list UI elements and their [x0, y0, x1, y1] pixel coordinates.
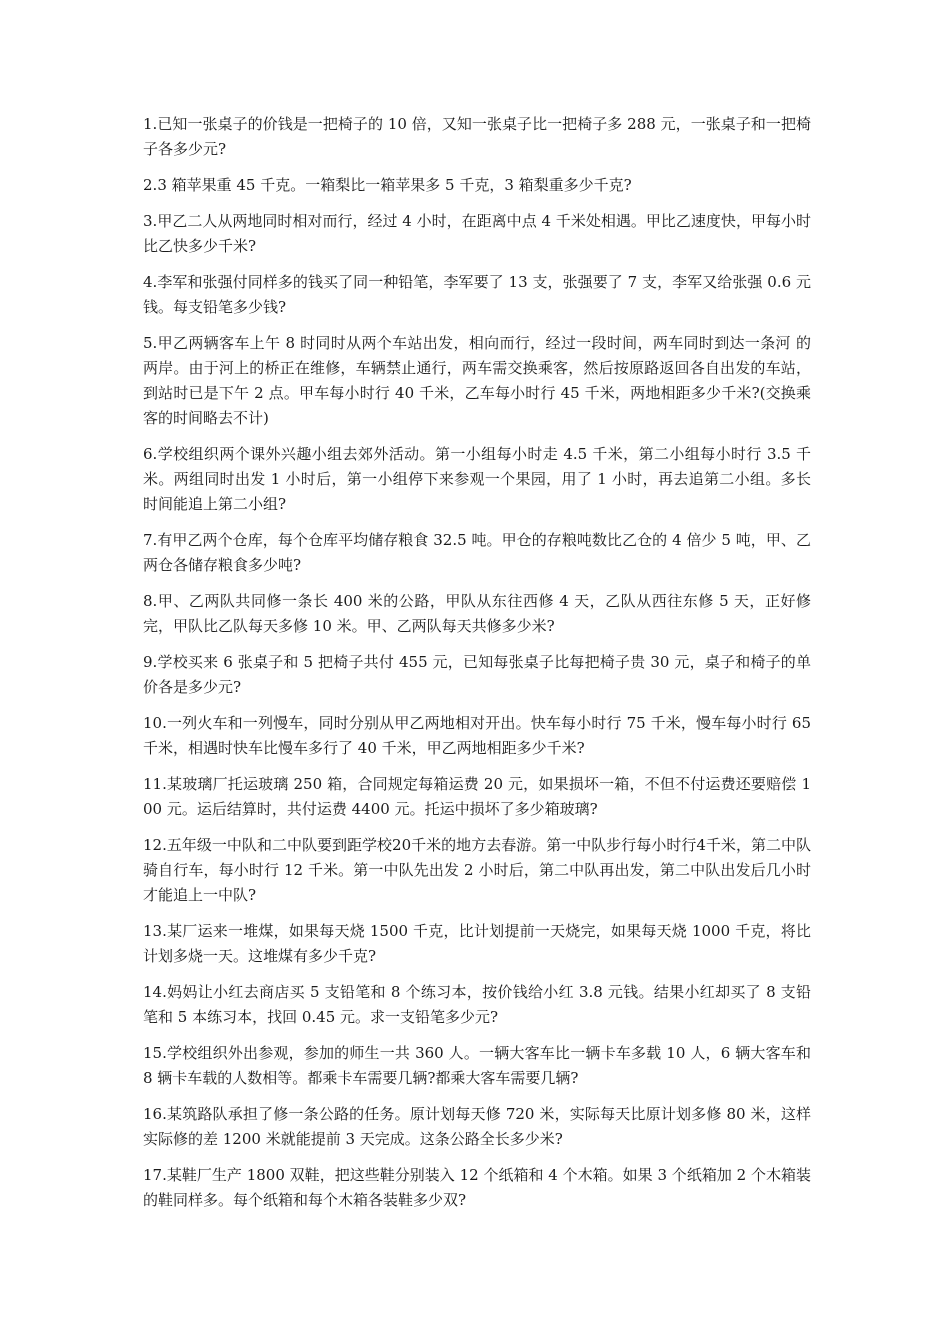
problem-4 [143, 270, 811, 320]
problem-number: 5. [143, 334, 158, 352]
problem-13 [143, 919, 811, 969]
problem-14 [143, 980, 811, 1030]
problem-12 [143, 833, 811, 908]
problem-text: 有甲乙两个仓库，每个仓库平均储存粮食 32.5 吨。甲仓的存粮吨数比乙仓的 4 倍少 5 吨，甲、乙两仓各储存粮食多少吨? [143, 531, 811, 574]
problem-number: 13. [143, 922, 167, 940]
problem-7 [143, 528, 811, 578]
problem-3 [143, 209, 811, 259]
problem-number: 4. [143, 273, 158, 291]
problem-1 [143, 112, 811, 162]
problem-text: 妈妈让小红去商店买 5 支铅笔和 8 个练习本，按价钱给小红 3.8 元钱。结果小红却买了 8 支铅笔和 5 本练习本，找回 0.45 元。求一支铅笔多少元? [143, 983, 811, 1026]
problem-text: 3 箱苹果重 45 千克。一箱梨比一箱苹果多 5 千克，3 箱梨重多少千克? [157, 176, 632, 194]
problem-number: 1. [143, 115, 158, 133]
problem-list [143, 112, 811, 1224]
problem-text: 某鞋厂生产 1800 双鞋，把这些鞋分别装入 12 个纸箱和 4 个木箱。如果 3 个纸箱加 2 个木箱装的鞋同样多。每个纸箱和每个木箱各装鞋多少双? [143, 1166, 811, 1209]
problem-number: 16. [143, 1105, 167, 1123]
problem-11 [143, 772, 811, 822]
problem-text: 已知一张桌子的价钱是一把椅子的 10 倍，又知一张桌子比一把椅子多 288 元，一张桌子和一把椅子各多少元? [143, 115, 811, 158]
problem-number: 7. [143, 531, 158, 549]
problem-number: 9. [143, 653, 158, 671]
problem-text: 某玻璃厂托运玻璃 250 箱，合同规定每箱运费 20 元，如果损坏一箱，不但不付运费还要赔偿 100 元。运后结算时，共付运费 4400 元。托运中损坏了多少箱玻璃? [143, 775, 811, 818]
problem-number: 12. [143, 836, 167, 854]
problem-16 [143, 1102, 811, 1152]
problem-number: 11. [143, 775, 167, 793]
problem-number: 3. [143, 212, 158, 230]
problem-text: 五年级一中队和二中队要到距学校20千米的地方去春游。第一中队步行每小时行4千米，第二中队骑自行车，每小时行 12 千米。第一中队先出发 2 小时后，第二中队再出发，第二中队出发后几小时才能追上一中队? [143, 836, 811, 904]
problem-text: 李军和张强付同样多的钱买了同一种铅笔，李军要了 13 支，张强要了 7 支，李军又给张强 0.6 元钱。每支铅笔多少钱? [143, 273, 811, 316]
problem-10 [143, 711, 811, 761]
problem-text: 甲乙两辆客车上午 8 时同时从两个车站出发，相向而行，经过一段时间，两车同时到达一条河 的两岸。由于河上的桥正在维修，车辆禁止通行，两车需交换乘客，然后按原路返回各自出发的车站，到站时已是下午 2 点。甲车每小时行 40 千米，乙车每小时行 45 千米，两地相距多少千米?(交换乘客的时间略去不计) [143, 334, 811, 427]
problem-5 [143, 331, 811, 431]
problem-number: 15. [143, 1044, 167, 1062]
problem-number: 10. [143, 714, 167, 732]
problem-15 [143, 1041, 811, 1091]
problem-text: 某厂运来一堆煤，如果每天烧 1500 千克，比计划提前一天烧完，如果每天烧 1000 千克，将比计划多烧一天。这堆煤有多少千克? [143, 922, 811, 965]
problem-text: 学校组织两个课外兴趣小组去郊外活动。第一小组每小时走 4.5 千米，第二小组每小时行 3.5 千米。两组同时出发 1 小时后，第一小组停下来参观一个果园，用了 1 小时，再去追第二小组。多长时间能追上第二小组? [143, 445, 811, 513]
problem-text: 甲、乙两队共同修一条长 400 米的公路，甲队从东往西修 4 天，乙队从西往东修 5 天，正好修完，甲队比乙队每天多修 10 米。甲、乙两队每天共修多少米? [143, 592, 811, 635]
problem-text: 甲乙二人从两地同时相对而行，经过 4 小时，在距离中点 4 千米处相遇。甲比乙速度快，甲每小时比乙快多少千米? [143, 212, 811, 255]
problem-number: 2. [143, 176, 158, 194]
problem-17 [143, 1163, 811, 1213]
problem-8 [143, 589, 811, 639]
problem-text: 学校买来 6 张桌子和 5 把椅子共付 455 元，已知每张桌子比每把椅子贵 30 元，桌子和椅子的单价各是多少元? [143, 653, 811, 696]
problem-6 [143, 442, 811, 517]
problem-2 [143, 173, 811, 198]
problem-number: 8. [143, 592, 158, 610]
problem-text: 学校组织外出参观，参加的师生一共 360 人。一辆大客车比一辆卡车多载 10 人，6 辆大客车和 8 辆卡车载的人数相等。都乘卡车需要几辆?都乘大客车需要几辆? [143, 1044, 811, 1087]
problem-text: 某筑路队承担了修一条公路的任务。原计划每天修 720 米，实际每天比原计划多修 80 米，这样实际修的差 1200 米就能提前 3 天完成。这条公路全长多少米? [143, 1105, 811, 1148]
problem-number: 14. [143, 983, 167, 1001]
problem-number: 17. [143, 1166, 167, 1184]
problem-9 [143, 650, 811, 700]
problem-number: 6. [143, 445, 158, 463]
problem-text: 一列火车和一列慢车，同时分别从甲乙两地相对开出。快车每小时行 75 千米，慢车每小时行 65 千米，相遇时快车比慢车多行了 40 千米，甲乙两地相距多少千米? [143, 714, 811, 757]
